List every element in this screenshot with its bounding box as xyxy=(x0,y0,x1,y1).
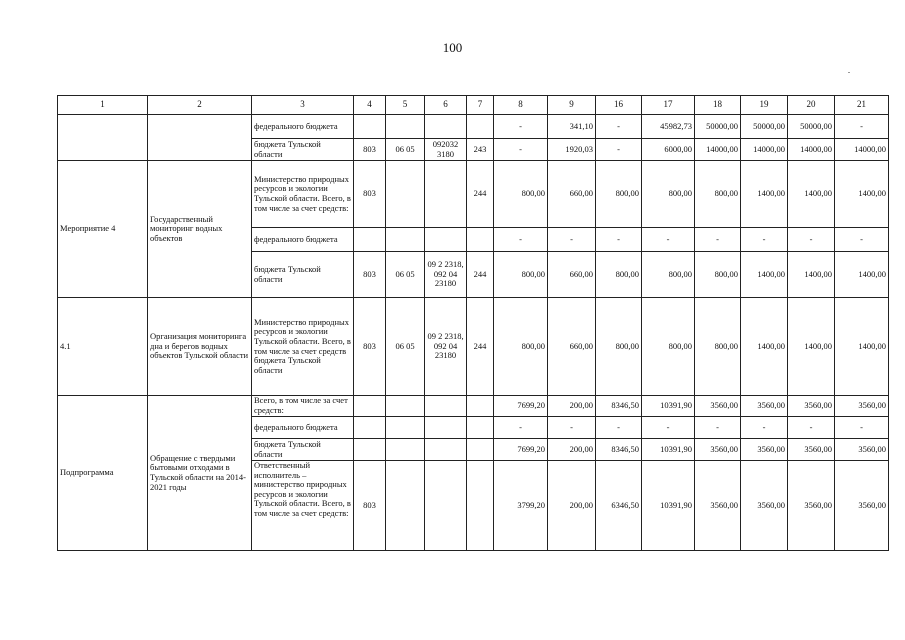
code-cell: 803 xyxy=(354,298,386,396)
code-cell: 244 xyxy=(467,298,494,396)
value-cell: 660,00 xyxy=(548,161,596,228)
value-cell: 45982,73 xyxy=(642,115,695,139)
value-cell: 1400,00 xyxy=(788,161,835,228)
value-cell: 660,00 xyxy=(548,252,596,298)
value-cell: 800,00 xyxy=(695,252,741,298)
source-cell: федерального бюджета xyxy=(252,115,354,139)
value-cell: 14000,00 xyxy=(741,139,788,161)
value-cell: 50000,00 xyxy=(741,115,788,139)
item-label-cell: 4.1 xyxy=(58,298,148,396)
value-cell: 3560,00 xyxy=(835,396,889,417)
value-cell: 800,00 xyxy=(596,298,642,396)
value-cell: - xyxy=(548,417,596,439)
value-cell: 10391,90 xyxy=(642,439,695,461)
budget-table xyxy=(57,95,889,551)
value-cell: 800,00 xyxy=(494,298,548,396)
header-cell: 6 xyxy=(425,96,467,115)
code-cell: 244 xyxy=(467,252,494,298)
source-cell: Министерство природных ресурсов и экологии Тульской области. Всего, в том числе за счет средств: xyxy=(252,161,354,228)
header-cell: 20 xyxy=(788,96,835,115)
header-cell: 9 xyxy=(548,96,596,115)
value-cell: 14000,00 xyxy=(788,139,835,161)
value-cell: 7699,20 xyxy=(494,396,548,417)
code-cell: 06 05 xyxy=(386,252,425,298)
item-label-cell: Мероприятие 4 xyxy=(58,161,148,298)
header-cell: 19 xyxy=(741,96,788,115)
value-cell: 800,00 xyxy=(695,298,741,396)
code-cell: 243 xyxy=(467,139,494,161)
value-cell: - xyxy=(548,228,596,252)
value-cell: 1400,00 xyxy=(741,161,788,228)
value-cell: - xyxy=(695,417,741,439)
code-cell: 244 xyxy=(467,161,494,228)
value-cell: 200,00 xyxy=(548,439,596,461)
source-cell: бюджета Тульской области xyxy=(252,439,354,461)
value-cell: - xyxy=(596,139,642,161)
value-cell: 3560,00 xyxy=(788,396,835,417)
header-cell: 4 xyxy=(354,96,386,115)
value-cell: 1400,00 xyxy=(835,252,889,298)
source-cell: бюджета Тульской области xyxy=(252,252,354,298)
value-cell: 3560,00 xyxy=(741,461,788,551)
value-cell: 3560,00 xyxy=(788,461,835,551)
value-cell: 1400,00 xyxy=(835,298,889,396)
header-cell: 16 xyxy=(596,96,642,115)
value-cell: - xyxy=(642,417,695,439)
value-cell: 200,00 xyxy=(548,396,596,417)
value-cell: - xyxy=(596,228,642,252)
source-cell: федерального бюджета xyxy=(252,228,354,252)
value-cell: 3560,00 xyxy=(741,439,788,461)
header-cell: 5 xyxy=(386,96,425,115)
value-cell: - xyxy=(596,115,642,139)
value-cell: 3560,00 xyxy=(788,439,835,461)
value-cell: 800,00 xyxy=(494,252,548,298)
value-cell: 200,00 xyxy=(548,461,596,551)
value-cell: 1400,00 xyxy=(788,252,835,298)
value-cell: 50000,00 xyxy=(695,115,741,139)
code-cell: 09 2 2318, 092 04 23180 xyxy=(425,298,467,396)
value-cell: 800,00 xyxy=(596,252,642,298)
header-cell: 8 xyxy=(494,96,548,115)
value-cell: - xyxy=(494,417,548,439)
value-cell: - xyxy=(695,228,741,252)
empty-cell xyxy=(148,115,252,161)
code-cell: 09 2 2318, 092 04 23180 xyxy=(425,252,467,298)
value-cell: - xyxy=(788,228,835,252)
value-cell: 800,00 xyxy=(695,161,741,228)
value-cell: - xyxy=(494,228,548,252)
header-cell: 3 xyxy=(252,96,354,115)
value-cell: 50000,00 xyxy=(788,115,835,139)
table-row xyxy=(58,115,889,139)
value-cell: 341,10 xyxy=(548,115,596,139)
header-cell: 18 xyxy=(695,96,741,115)
value-cell: 3560,00 xyxy=(695,439,741,461)
scan-speck xyxy=(848,72,850,73)
value-cell: 14000,00 xyxy=(695,139,741,161)
source-cell: бюджета Тульской области xyxy=(252,139,354,161)
value-cell: - xyxy=(494,139,548,161)
source-cell: федерального бюджета xyxy=(252,417,354,439)
value-cell: 1920,03 xyxy=(548,139,596,161)
value-cell: 3560,00 xyxy=(741,396,788,417)
value-cell: 3799,20 xyxy=(494,461,548,551)
table-row xyxy=(58,396,889,417)
code-cell: 06 05 xyxy=(386,139,425,161)
value-cell: 800,00 xyxy=(642,252,695,298)
item-title-cell: Государственный мониторинг водных объектов xyxy=(148,161,252,298)
value-cell: - xyxy=(741,228,788,252)
value-cell: - xyxy=(642,228,695,252)
value-cell: 3560,00 xyxy=(835,439,889,461)
value-cell: - xyxy=(741,417,788,439)
item-label-cell: Подпрограмма xyxy=(58,396,148,551)
header-cell: 17 xyxy=(642,96,695,115)
header-cell: 21 xyxy=(835,96,889,115)
code-cell: 06 05 xyxy=(386,298,425,396)
value-cell: - xyxy=(835,417,889,439)
value-cell: - xyxy=(494,115,548,139)
source-cell: Ответственный исполнитель – министерство природных ресурсов и экологии Тульской области. Всего, в том числе за счет средств: xyxy=(252,461,354,551)
code-cell: 803 xyxy=(354,161,386,228)
value-cell: 8346,50 xyxy=(596,439,642,461)
code-cell: 803 xyxy=(354,461,386,551)
value-cell: 6000,00 xyxy=(642,139,695,161)
code-cell: 092032 3180 xyxy=(425,139,467,161)
value-cell: 10391,90 xyxy=(642,396,695,417)
header-cell: 2 xyxy=(148,96,252,115)
value-cell: - xyxy=(835,115,889,139)
value-cell: 3560,00 xyxy=(835,461,889,551)
value-cell: 1400,00 xyxy=(835,161,889,228)
source-cell: Министерство природных ресурсов и экологии Тульской области. Всего, в том числе за счет средств бюджета Тульской области xyxy=(252,298,354,396)
value-cell: 6346,50 xyxy=(596,461,642,551)
value-cell: 1400,00 xyxy=(741,252,788,298)
value-cell: 800,00 xyxy=(642,161,695,228)
source-cell: Всего, в том числе за счет средств: xyxy=(252,396,354,417)
value-cell: 800,00 xyxy=(494,161,548,228)
empty-cell xyxy=(58,115,148,161)
value-cell: 660,00 xyxy=(548,298,596,396)
value-cell: - xyxy=(835,228,889,252)
code-cell: 803 xyxy=(354,139,386,161)
value-cell: 8346,50 xyxy=(596,396,642,417)
code-cell: 803 xyxy=(354,252,386,298)
value-cell: 800,00 xyxy=(596,161,642,228)
value-cell: 7699,20 xyxy=(494,439,548,461)
header-row xyxy=(58,96,889,115)
value-cell: 1400,00 xyxy=(741,298,788,396)
value-cell: 3560,00 xyxy=(695,396,741,417)
value-cell: 3560,00 xyxy=(695,461,741,551)
value-cell: 14000,00 xyxy=(835,139,889,161)
value-cell: - xyxy=(788,417,835,439)
page-number: 100 xyxy=(442,40,463,55)
header-cell: 1 xyxy=(58,96,148,115)
value-cell: 800,00 xyxy=(642,298,695,396)
value-cell: 10391,90 xyxy=(642,461,695,551)
header-cell: 7 xyxy=(467,96,494,115)
value-cell: 1400,00 xyxy=(788,298,835,396)
table-row xyxy=(58,161,889,228)
item-title-cell: Организация мониторинга дна и берегов водных объектов Тульской области xyxy=(148,298,252,396)
table-row xyxy=(58,298,889,396)
value-cell: - xyxy=(596,417,642,439)
item-title-cell: Обращение с твердыми бытовыми отходами в Тульской области на 2014-2021 годы xyxy=(148,396,252,551)
